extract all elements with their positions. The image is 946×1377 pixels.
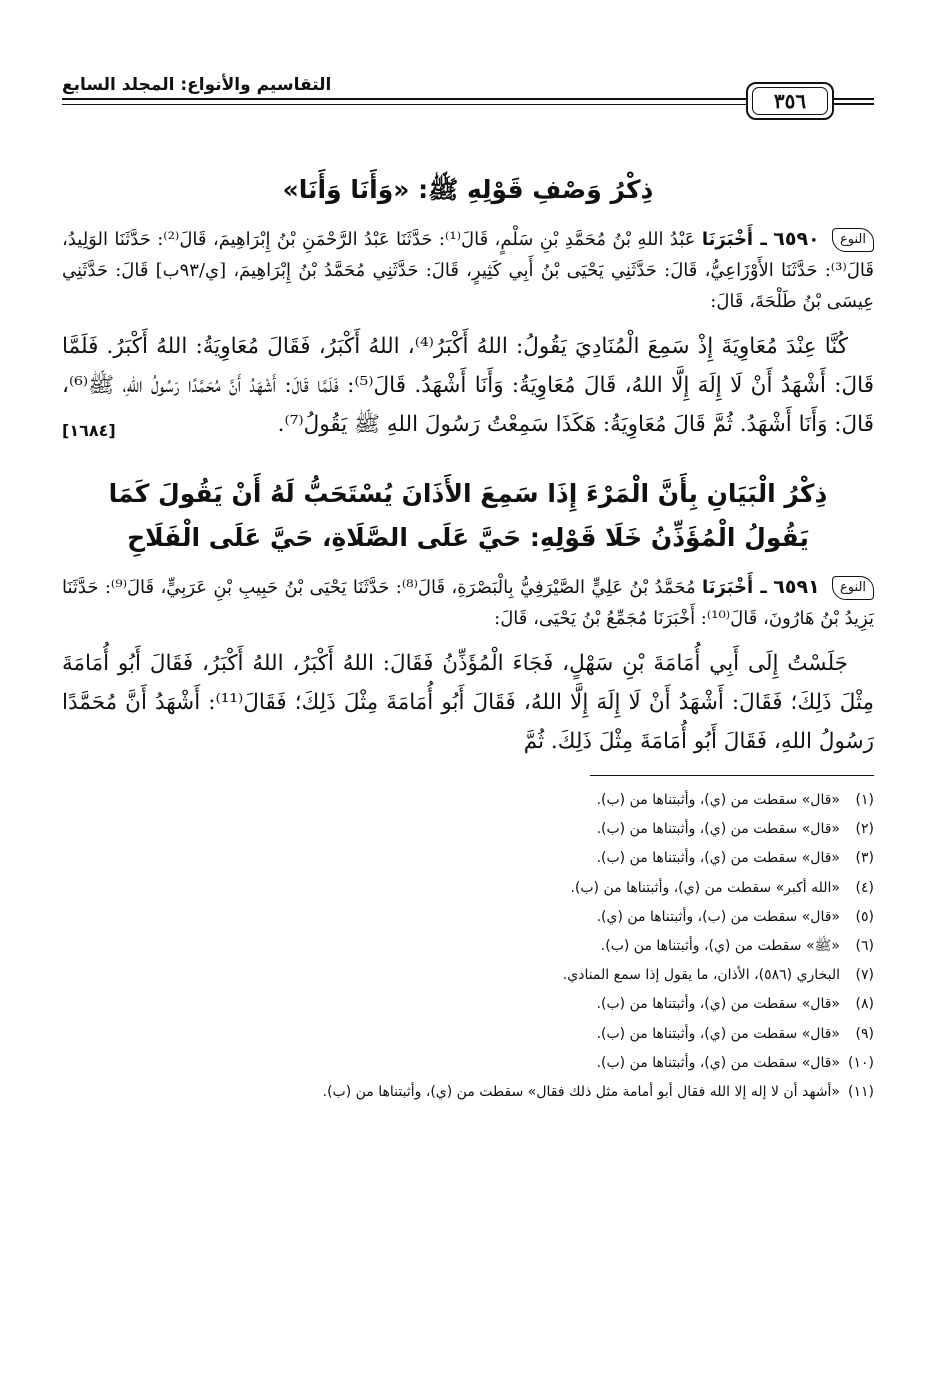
header-rule-short xyxy=(834,98,874,105)
footnote-item xyxy=(62,844,874,873)
footnote-number: (٧) xyxy=(855,967,874,984)
hadith-dash: ـ xyxy=(753,228,767,250)
matn-text: كُنَّا عِنْدَ مُعَاوِيَةَ إِذْ سَمِعَ الْمُنَادِيَ يَقُولُ: اللهُ أَكْبَرُ⁽⁴⁾، اللهُ أَكْبَرُ، فَقَالَ مُعَاوِيَةُ: اللهُ أَكْبَرُ. فَلَمَّا قَالَ: أَشْهَدُ أَنْ لَا إِلَهَ إِلَّا اللهُ، قَالَ مُعَاوِيَةُ: وَأَنَا أَشْهَدُ. قَالَ⁽⁵⁾: فَلَمَّا قَالَ: أَشْهَدُ أَنَّ مُحَمَّدًا رَسُولُ اللهِ، ﷺ⁽⁶⁾، قَالَ: وَأَنَا أَشْهَدُ. ثُمَّ قَالَ مُعَاوِيَةُ: هَكَذَا سَمِعْتُ رَسُولَ اللهِ ﷺ يَقُولُ⁽⁷⁾. xyxy=(62,334,874,437)
header-rule xyxy=(62,98,746,105)
akhbarana-word: أَخْبَرَنَا xyxy=(701,577,754,598)
footnote-item xyxy=(62,1049,874,1078)
hadith-type-badge: النوع xyxy=(832,576,874,600)
footnote-text: «قال» سقطت من (ي)، وأثبتناها من (ب). xyxy=(596,1054,840,1071)
footnote-item xyxy=(62,786,874,815)
footnote-number: (١١) xyxy=(848,1084,874,1101)
section-title-2-line-1: ذِكْرُ الْبَيَانِ بِأَنَّ الْمَرْءَ إِذَا سَمِعَ الأَذَانَ يُسْتَحَبُّ لَهُ أَنْ يَقُولَ كَمَا xyxy=(108,479,828,508)
hadith-dash: ـ xyxy=(753,576,767,598)
section-title-2 xyxy=(62,472,874,560)
hadith-number: ٦٥٩٠ xyxy=(773,228,820,250)
page-header xyxy=(62,70,874,128)
page-number-outer xyxy=(746,82,834,120)
matn-text: جَلَسْتُ إِلَى أَبِي أُمَامَةَ بْنِ سَهْلٍ، فَجَاءَ الْمُؤَذِّنُ فَقَالَ: اللهُ أَكْبَرُ، اللهُ أَكْبَرُ، فَقَالَ أَبُو أُمَامَةَ مِثْلَ ذَلِكَ؛ فَقَالَ: أَشْهَدُ أَنْ لَا إِلَهَ إِلَّا اللهُ، فَقَالَ أَبُو أُمَامَةَ مِثْلَ ذَلِكَ؛ فَقَالَ⁽¹¹⁾: أَشْهَدُ أَنَّ مُحَمَّدًا رَسُولُ اللهِ، فَقَالَ أَبُو أُمَامَةَ مِثْلَ ذَلِكَ. ثُمَّ xyxy=(62,651,874,754)
hadith-6591-isnad xyxy=(62,572,874,634)
page-number: ٣٥٦ xyxy=(752,87,828,115)
footnote-separator xyxy=(590,775,874,776)
footnote-text: «قال» سقطت من (ي)، وأثبتناها من (ب). xyxy=(596,821,840,838)
footnote-text: «قال» سقطت من (ي)، وأثبتناها من (ب). xyxy=(596,850,840,867)
hadith-number: ٦٥٩١ xyxy=(773,576,820,598)
footnote-number: (٤) xyxy=(855,879,874,896)
footnote-text: «أشهد أن لا إله إلا الله فقال أبو أمامة مثل ذلك فقال» سقطت من (ي)، وأثبتناها من (ب). xyxy=(322,1084,840,1101)
footnote-text: «الله أكبر» سقطت من (ي)، وأثبتناها من (ب). xyxy=(570,879,840,896)
footnote-item xyxy=(62,874,874,903)
footnote-number: (٩) xyxy=(855,1025,874,1042)
footnote-text: «قال» سقطت من (ي)، وأثبتناها من (ب). xyxy=(596,996,840,1013)
footnote-item xyxy=(62,1078,874,1107)
footnote-number: (٦) xyxy=(855,938,874,955)
isnad-text: عَبْدُ اللهِ بْنُ مُحَمَّدِ بْنِ سَلْمٍ، قَالَ⁽¹⁾: حَدَّثَنَا عَبْدُ الرَّحْمَنِ بْنُ إِبْرَاهِيمَ، قَالَ⁽²⁾: حَدَّثَنَا الوَلِيدُ، قَالَ⁽³⁾: حَدَّثَنَا الأَوْزَاعِيُّ، قَالَ: حَدَّثَنِي يَحْيَى بْنُ أَبِي كَثِيرٍ، قَالَ: حَدَّثَنِي مُحَمَّدُ بْنُ إِبْرَاهِيمَ، [ي/٩٣ب] قَالَ: حَدَّثَنِي عِيسَى بْنُ طَلْحَةَ، قَالَ: xyxy=(62,229,874,312)
footnote-text: «قال» سقطت من (ي)، وأثبتناها من (ب). xyxy=(596,792,840,808)
hadith-6591-matn xyxy=(62,644,874,761)
footnote-text: «قال» سقطت من (ي)، وأثبتناها من (ب). xyxy=(596,1025,840,1042)
akhbarana-word: أَخْبَرَنَا xyxy=(701,229,754,250)
footnote-number: (٥) xyxy=(855,908,874,925)
page-number-frame xyxy=(746,82,874,120)
footnote-item xyxy=(62,961,874,990)
section-title-2-line-2: يَقُولُ الْمُؤَذِّنُ خَلَا قَوْلِهِ: حَيَّ عَلَى الصَّلَاةِ، حَيَّ عَلَى الْفَلَاحِ xyxy=(127,523,809,552)
hadith-type-badge: النوع xyxy=(832,228,874,252)
footnote-number: (٣) xyxy=(855,850,874,867)
footnote-text: البخاري (٥٨٦)، الأذان، ما يقول إذا سمع المنادي. xyxy=(562,967,840,984)
running-title: التقاسيم والأنواع: المجلد السابع xyxy=(62,75,332,95)
footnote-item xyxy=(62,932,874,961)
book-page xyxy=(62,70,874,1107)
footnote-text: «ﷺ» سقطت من (ي)، وأثبتناها من (ب). xyxy=(600,938,840,955)
footnotes-list xyxy=(62,786,874,1107)
footnote-number: (٢) xyxy=(855,821,874,838)
footnote-item xyxy=(62,990,874,1019)
isnad-text: مُحَمَّدُ بْنُ عَلِيٍّ الصَّيْرَفِيُّ بِالْبَصْرَةِ، قَالَ⁽⁸⁾: حَدَّثَنَا يَحْيَى بْنُ حَبِيبِ بْنِ عَرَبِيٍّ، قَالَ⁽⁹⁾: حَدَّثَنَا يَزِيدُ بْنُ هَارُونَ، قَالَ⁽¹⁰⁾: أَخْبَرَنَا مُجَمِّعُ بْنُ يَحْيَى، قَالَ: xyxy=(62,577,874,629)
hadith-6590-matn xyxy=(62,327,874,444)
footnote-number: (٨) xyxy=(855,996,874,1013)
footnote-number: (١٠) xyxy=(848,1054,874,1071)
footnote-item xyxy=(62,903,874,932)
footnote-text: «قال» سقطت من (ب)، وأثبتناها من (ي). xyxy=(596,908,840,925)
cross-reference: [١٦٨٤] xyxy=(62,421,116,440)
hadith-6590-isnad xyxy=(62,224,874,317)
footnote-number: (١) xyxy=(855,792,874,808)
footnote-item xyxy=(62,815,874,844)
footnote-item xyxy=(62,1020,874,1049)
section-title-1: ذِكْرُ وَصْفِ قَوْلِهِ ﷺ: «وَأَنَا وَأَنَا» xyxy=(282,175,654,204)
